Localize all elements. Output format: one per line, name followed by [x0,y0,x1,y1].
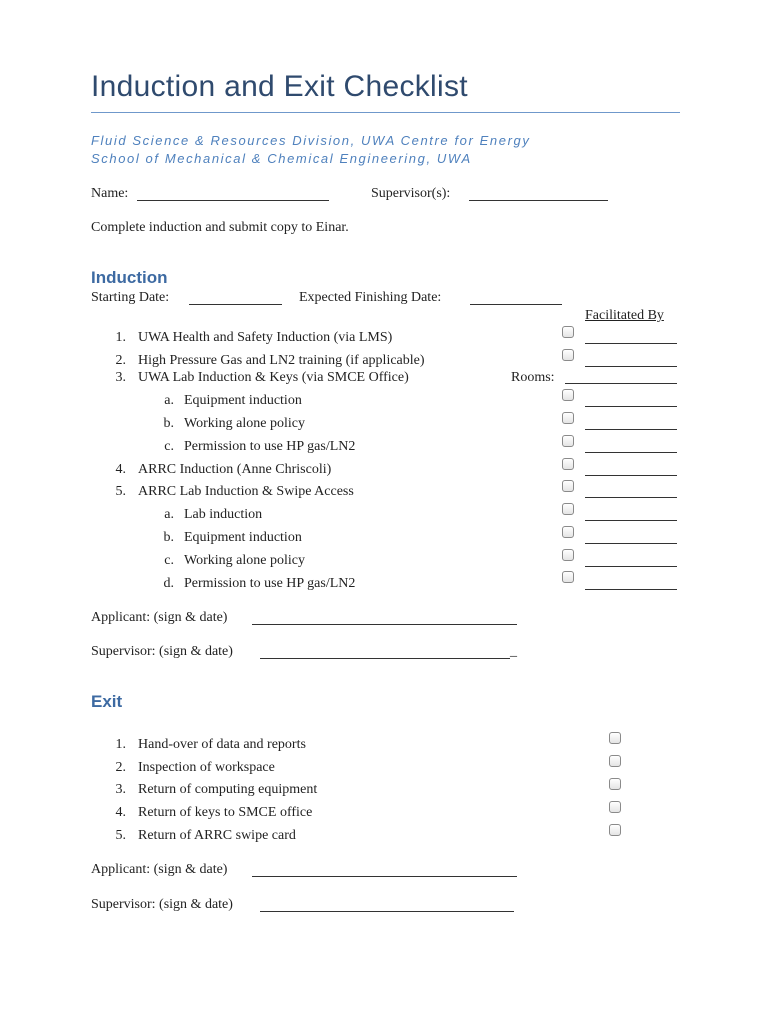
title-divider [91,112,680,113]
item-text: Return of computing equipment [138,782,318,797]
induction-applicant-signature[interactable] [252,624,517,625]
item-text: High Pressure Gas and LN2 training (if applicable) [138,353,425,368]
starting-date-field[interactable] [189,304,282,305]
item-marker: b. [163,530,174,545]
checkbox-induction-5b[interactable] [562,526,574,538]
item-marker: 3. [115,370,126,385]
starting-date-label: Starting Date: [91,290,170,305]
exit-applicant-label: Applicant: (sign & date) [91,862,228,877]
item-text: Equipment induction [184,393,302,408]
item-marker: 2. [115,760,126,775]
item-marker: c. [164,553,174,568]
item-marker: d. [163,576,174,591]
item-marker: 4. [115,462,126,477]
subtitle-division: Fluid Science & Resources Division, UWA Centre for Energy [91,133,531,148]
item-marker: 5. [115,484,126,499]
checkbox-induction-1[interactable] [562,326,574,338]
finishing-date-label: Expected Finishing Date: [299,290,442,305]
facilitator-field-1[interactable] [585,343,677,344]
item-marker: 1. [115,330,126,345]
facilitator-field-4[interactable] [585,475,677,476]
item-text: UWA Lab Induction & Keys (via SMCE Office) [138,370,409,385]
checkbox-induction-3b[interactable] [562,412,574,424]
item-text: ARRC Lab Induction & Swipe Access [138,484,354,499]
item-text: ARRC Induction (Anne Chriscoli) [138,462,332,477]
facilitator-field-5a[interactable] [585,520,677,521]
rooms-label: Rooms: [511,370,555,385]
item-text: Hand-over of data and reports [138,737,306,752]
item-marker: 5. [115,828,126,843]
name-label: Name: [91,186,129,201]
checkbox-exit-3[interactable] [609,778,621,790]
checkbox-induction-5[interactable] [562,480,574,492]
instruction-text: Complete induction and submit copy to Einar. [91,220,349,235]
induction-supervisor-signature[interactable] [260,658,510,659]
checkbox-exit-4[interactable] [609,801,621,813]
item-text: Equipment induction [184,530,302,545]
checkbox-induction-3c[interactable] [562,435,574,447]
facilitator-field-2[interactable] [585,366,677,367]
checkbox-induction-5c[interactable] [562,549,574,561]
page-title: Induction and Exit Checklist [91,70,468,103]
checkbox-induction-5a[interactable] [562,503,574,515]
facilitator-field-5c[interactable] [585,566,677,567]
exit-heading: Exit [91,692,123,711]
rooms-field[interactable] [565,383,677,384]
item-text: Permission to use HP gas/LN2 [184,439,356,454]
item-text: Return of keys to SMCE office [138,805,313,820]
item-marker: a. [164,507,174,522]
item-marker: a. [164,393,174,408]
facilitator-field-5b[interactable] [585,543,677,544]
checkbox-exit-2[interactable] [609,755,621,767]
checkbox-exit-1[interactable] [609,732,621,744]
item-text: Lab induction [184,507,263,522]
facilitated-by-header: Facilitated By [585,308,664,323]
finishing-date-field[interactable] [470,304,562,305]
exit-supervisor-label: Supervisor: (sign & date) [91,897,233,912]
checkbox-induction-2[interactable] [562,349,574,361]
item-text: Permission to use HP gas/LN2 [184,576,356,591]
item-text: Inspection of workspace [138,760,275,775]
item-marker: 3. [115,782,126,797]
checkbox-induction-4[interactable] [562,458,574,470]
item-marker: c. [164,439,174,454]
facilitator-field-3b[interactable] [585,429,677,430]
exit-applicant-signature[interactable] [252,876,517,877]
name-field[interactable] [137,200,329,201]
item-text: UWA Health and Safety Induction (via LMS) [138,330,393,345]
supervisor-label: Supervisor(s): [371,186,451,201]
induction-applicant-label: Applicant: (sign & date) [91,610,228,625]
subtitle-school: School of Mechanical & Chemical Engineering, UWA [91,151,472,166]
induction-heading: Induction [91,268,168,287]
trailing-underscore: _ [510,644,517,659]
item-marker: 4. [115,805,126,820]
facilitator-field-3c[interactable] [585,452,677,453]
item-marker: b. [163,416,174,431]
item-text: Working alone policy [184,416,305,431]
facilitator-field-3a[interactable] [585,406,677,407]
checkbox-exit-5[interactable] [609,824,621,836]
item-marker: 2. [115,353,126,368]
item-text: Return of ARRC swipe card [138,828,296,843]
facilitator-field-5d[interactable] [585,589,677,590]
checkbox-induction-5d[interactable] [562,571,574,583]
item-text: Working alone policy [184,553,305,568]
exit-supervisor-signature[interactable] [260,911,514,912]
item-marker: 1. [115,737,126,752]
supervisor-field[interactable] [469,200,608,201]
facilitator-field-5[interactable] [585,497,677,498]
induction-supervisor-label: Supervisor: (sign & date) [91,644,233,659]
checkbox-induction-3a[interactable] [562,389,574,401]
